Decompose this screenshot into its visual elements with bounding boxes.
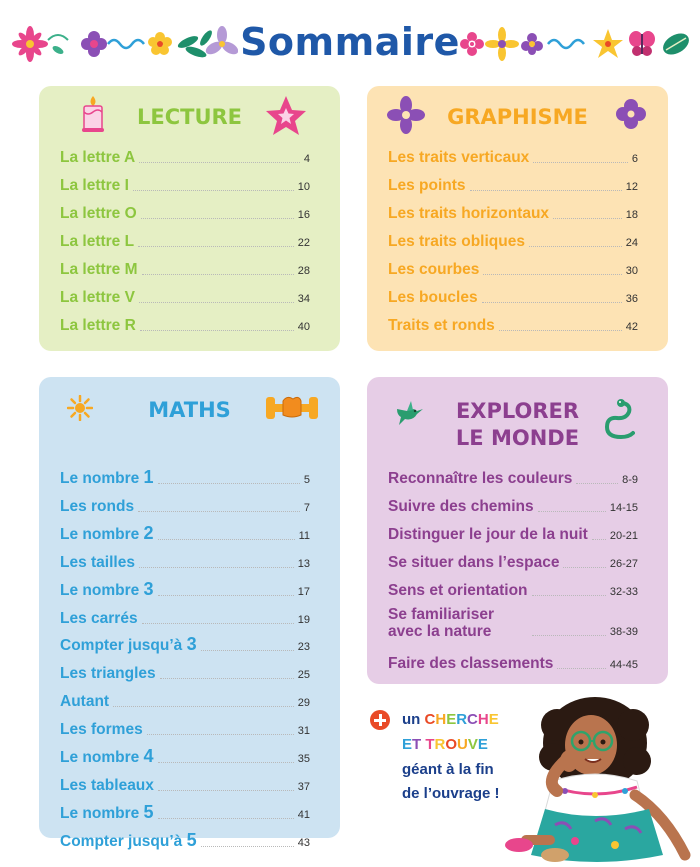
character-illustration <box>495 695 695 867</box>
toc-entry <box>60 283 310 307</box>
toc-entry-page: 10 <box>297 181 310 193</box>
toc-entry <box>388 283 638 307</box>
toc-entry-page: 38-39 <box>609 626 638 638</box>
et-word <box>402 736 425 753</box>
toc-entry-page: 7 <box>303 501 310 514</box>
toc-entry-label <box>60 554 135 572</box>
dot-leader <box>139 567 294 568</box>
toc-entry-label <box>60 177 129 195</box>
toc-entry-number: 3 <box>186 634 197 655</box>
dot-leader <box>160 678 294 679</box>
note-letter: E <box>477 736 488 753</box>
toc-entry <box>388 227 638 251</box>
toc-entry-text: Traits et ronds <box>388 317 495 334</box>
toc-entry-page: 34 <box>297 293 310 305</box>
toc-entry-label <box>60 610 138 628</box>
toc-entry-label <box>60 468 154 488</box>
dot-leader <box>139 302 294 303</box>
toc-entry <box>60 143 310 167</box>
toc-entry-text: Sens et orientation <box>388 582 528 599</box>
toc-entry-page: 44-45 <box>609 659 638 671</box>
toc-entry-label <box>60 803 154 823</box>
toc-entry-page: 13 <box>297 557 310 570</box>
dot-leader <box>538 511 606 512</box>
toc-entry <box>60 576 310 600</box>
note-letter: C <box>467 711 478 728</box>
toc-entry-text: Le nombre <box>60 470 144 487</box>
right-flower-garland-icon <box>458 22 694 66</box>
toc-entry-label <box>388 317 495 335</box>
toc-entry-page: 36 <box>625 293 638 305</box>
dot-leader <box>592 539 606 540</box>
toc-entry-text: Les ronds <box>60 497 135 515</box>
toc-entry-label <box>388 554 559 572</box>
toc-entry-label <box>60 777 154 795</box>
dot-leader <box>532 635 606 636</box>
toc-entry <box>60 492 310 516</box>
dot-leader <box>139 162 300 163</box>
note-line-4: de l’ouvrage ! <box>402 785 500 802</box>
toc-entry <box>60 604 310 628</box>
toc-entry <box>60 799 310 823</box>
header <box>0 18 700 74</box>
toc-entry <box>388 143 638 167</box>
toc-entry-page: 25 <box>297 669 310 682</box>
note-letter: O <box>445 736 458 753</box>
toc-entry-label <box>60 149 135 167</box>
toc-entry-number: 4 <box>143 746 154 766</box>
note-letter: T <box>425 736 435 753</box>
toc-entry-text: Compter jusqu’à <box>60 637 187 655</box>
toc-entry-text: Les traits horizontaux <box>388 205 550 222</box>
toc-entry-page: 41 <box>297 808 310 821</box>
toc-entry-label <box>388 261 479 279</box>
toc-entry-text: Les formes <box>60 721 143 739</box>
dot-leader <box>138 511 300 512</box>
toc-entry-text: Distinguer le jour de la nuit <box>388 526 588 543</box>
dot-leader <box>563 567 605 568</box>
toc-entry-text: Se familiariser avec la nature <box>388 606 494 640</box>
toc-entry-page: 30 <box>625 265 638 277</box>
toc-entry-text: Les points <box>388 177 466 194</box>
dot-leader <box>142 274 294 275</box>
toc-entry <box>60 311 310 335</box>
toc-entry-number: 5 <box>186 829 197 850</box>
dot-leader <box>158 539 295 540</box>
toc-entry-label <box>388 582 528 600</box>
toc-entry-page: 37 <box>297 780 310 793</box>
toc-entry-text: Les tailles <box>60 553 135 571</box>
toc-entry-label <box>388 233 525 251</box>
toc-entry-label <box>60 498 134 516</box>
toc-entry-text: La lettre M <box>60 261 138 278</box>
toc-entry-number: 3 <box>143 578 154 599</box>
dot-leader <box>158 483 300 484</box>
note-letter: H <box>477 711 489 728</box>
toc-entry <box>60 771 310 795</box>
toc-entry <box>60 743 310 767</box>
purple-flower-icon <box>615 98 647 130</box>
toc-entry-number: 2 <box>143 522 154 543</box>
toc-entry-page: 32-33 <box>609 586 638 598</box>
toc-entry-page: 16 <box>297 209 310 221</box>
toc-entry-text: Faire des classements <box>388 655 554 672</box>
star-flower-icon <box>265 94 307 136</box>
dot-leader <box>147 734 294 735</box>
note-letter: C <box>424 711 436 728</box>
toc-entry-text: Les courbes <box>388 261 480 278</box>
explorer-title-line2: LE MONDE <box>455 426 580 450</box>
toc-entry-text: Le nombre <box>60 525 144 543</box>
toc-entry-text: Compter jusqu’à <box>60 832 187 850</box>
toc-entry-label <box>388 655 553 673</box>
toc-entry <box>388 492 638 516</box>
toc-entry-text: Reconnaître les couleurs <box>388 470 573 487</box>
toc-entry <box>60 171 310 195</box>
toc-entry-page: 4 <box>303 153 310 165</box>
toc-entry-page: 12 <box>625 181 638 193</box>
dot-leader <box>201 846 294 847</box>
toc-entry-page: 19 <box>297 613 310 626</box>
dot-leader <box>138 246 294 247</box>
toc-entry-text: La lettre L <box>60 233 135 250</box>
toc-entry-label <box>60 665 156 683</box>
dot-leader <box>142 623 294 624</box>
toc-entry-label <box>388 498 534 516</box>
toc-entry <box>60 715 310 739</box>
explorer-title-line1: EXPLORER <box>455 399 580 423</box>
toc-entry-label <box>60 580 154 600</box>
plus-icon <box>370 710 390 730</box>
dot-leader <box>532 595 606 596</box>
toc-entry <box>60 255 310 279</box>
dot-leader <box>140 330 294 331</box>
toc-entry-label <box>60 289 135 307</box>
toc-entry-text: La lettre A <box>60 149 136 166</box>
toc-entry-label <box>388 526 588 544</box>
page-title: Sommaire <box>240 20 460 64</box>
dot-leader <box>133 190 294 191</box>
dumbbell-icon <box>265 393 319 423</box>
toc-entry-label <box>388 177 466 195</box>
toc-entry-page: 23 <box>297 641 310 654</box>
graphisme-title: GRAPHISME <box>447 105 588 129</box>
toc-entry-text: Les boucles <box>388 289 478 306</box>
toc-entry <box>60 827 310 851</box>
dot-leader <box>158 818 294 819</box>
snake-icon <box>601 397 635 441</box>
toc-entry-text: La lettre I <box>60 177 129 194</box>
toc-entry-text: La lettre V <box>60 289 135 306</box>
dot-leader <box>113 706 294 707</box>
toc-entry-text: Le nombre <box>60 581 144 599</box>
dot-leader <box>470 190 622 191</box>
toc-entry-label <box>60 831 197 851</box>
lecture-title: LECTURE <box>136 105 243 129</box>
toc-entry <box>60 659 310 683</box>
dot-leader <box>158 790 294 791</box>
toc-entry-label <box>388 289 478 307</box>
toc-entry-text: La lettre O <box>60 205 137 222</box>
toc-entry-label <box>60 524 154 544</box>
maths-title: MATHS <box>148 398 231 422</box>
toc-entry-text: Autant <box>60 693 110 711</box>
dot-leader <box>576 483 618 484</box>
toc-entry <box>60 631 310 655</box>
toc-entry-text: Le nombre <box>60 749 144 766</box>
toc-entry <box>60 464 310 488</box>
toc-entry-page: 5 <box>303 474 310 486</box>
note-letter: V <box>467 736 478 753</box>
dot-leader <box>529 246 622 247</box>
note-letter: R <box>456 711 468 728</box>
note-letter: E <box>446 711 457 728</box>
toc-entry <box>388 311 638 335</box>
toc-entry-page: 14-15 <box>609 502 638 514</box>
toc-entry-text: Les traits verticaux <box>388 149 530 166</box>
dot-leader <box>499 330 622 331</box>
dot-leader <box>482 302 622 303</box>
dot-leader <box>553 218 622 219</box>
note-line-1 <box>402 711 499 728</box>
toc-entry-label <box>60 635 197 655</box>
note-letter: E <box>402 736 413 753</box>
toc-entry-text: Les traits obliques <box>388 233 525 250</box>
note-letter: H <box>435 711 447 728</box>
toc-entry <box>60 687 310 711</box>
toc-entry-page: 8-9 <box>622 474 638 486</box>
dot-leader <box>557 668 605 669</box>
toc-entry-label <box>60 205 137 223</box>
dot-leader <box>141 218 294 219</box>
toc-entry-text: Les tableaux <box>60 776 154 794</box>
toc-entry <box>60 548 310 572</box>
toc-entry-label <box>60 721 143 739</box>
toc-entry-text: Les carrés <box>60 609 138 627</box>
toc-entry <box>388 255 638 279</box>
toc-entry-label <box>388 149 529 167</box>
toc-entry-page: 29 <box>297 697 310 710</box>
toc-entry-label <box>388 205 549 223</box>
toc-entry-page: 43 <box>297 836 310 849</box>
toc-entry-text: Les triangles <box>60 665 156 683</box>
note-letter: E <box>488 711 499 728</box>
toc-entry-page: 22 <box>297 237 310 249</box>
toc-entry-label <box>60 317 136 335</box>
toc-entry-page: 6 <box>631 153 638 165</box>
toc-entry-text: Se situer dans l’espace <box>388 554 560 571</box>
toc-entry <box>388 649 638 673</box>
toc-entry-label <box>60 261 138 279</box>
toc-entry <box>60 520 310 544</box>
toc-entry-label <box>60 233 134 251</box>
dot-leader <box>158 762 294 763</box>
note-prefix: un <box>402 711 425 728</box>
toc-entry-page: 31 <box>297 725 310 738</box>
toc-entry <box>388 464 638 488</box>
toc-entry <box>60 199 310 223</box>
toc-entry-text: La lettre R <box>60 317 136 334</box>
toc-entry-page: 20-21 <box>609 530 638 542</box>
note-letter: R <box>434 736 446 753</box>
note-line-2 <box>402 736 488 753</box>
toc-entry-page: 11 <box>298 529 310 542</box>
trouve-word <box>425 736 488 753</box>
toc-entry-page: 28 <box>297 265 310 277</box>
toc-entry-number: 1 <box>143 467 154 487</box>
toc-entry-page: 35 <box>297 753 310 765</box>
toc-entry <box>388 600 638 640</box>
toc-entry <box>388 171 638 195</box>
toc-entry <box>388 576 638 600</box>
toc-entry <box>388 520 638 544</box>
dot-leader <box>158 595 294 596</box>
cherche-word <box>425 711 499 728</box>
toc-entry <box>60 227 310 251</box>
toc-entry-page: 42 <box>625 321 638 333</box>
dot-leader <box>533 162 628 163</box>
note-letter: T <box>412 736 422 753</box>
toc-entry-label <box>388 470 572 488</box>
toc-entry-page: 17 <box>297 585 310 598</box>
toc-entry-number: 5 <box>143 801 154 822</box>
note-line-3: géant à la fin <box>402 761 494 778</box>
toc-entry-page: 24 <box>625 237 638 249</box>
toc-entry-label <box>388 606 528 640</box>
toc-entry <box>388 548 638 572</box>
dot-leader <box>483 274 621 275</box>
toc-entry-text: Suivre des chemins <box>388 498 534 515</box>
toc-entry-label <box>60 693 109 711</box>
toc-entry-text: Le nombre <box>60 804 144 822</box>
toc-entry <box>388 199 638 223</box>
toc-entry-page: 40 <box>297 321 310 333</box>
note-letter: U <box>457 736 468 753</box>
toc-entry-page: 18 <box>625 209 638 221</box>
toc-entry-page: 26-27 <box>609 558 638 570</box>
dot-leader <box>201 650 294 651</box>
toc-entry-label <box>60 747 154 767</box>
